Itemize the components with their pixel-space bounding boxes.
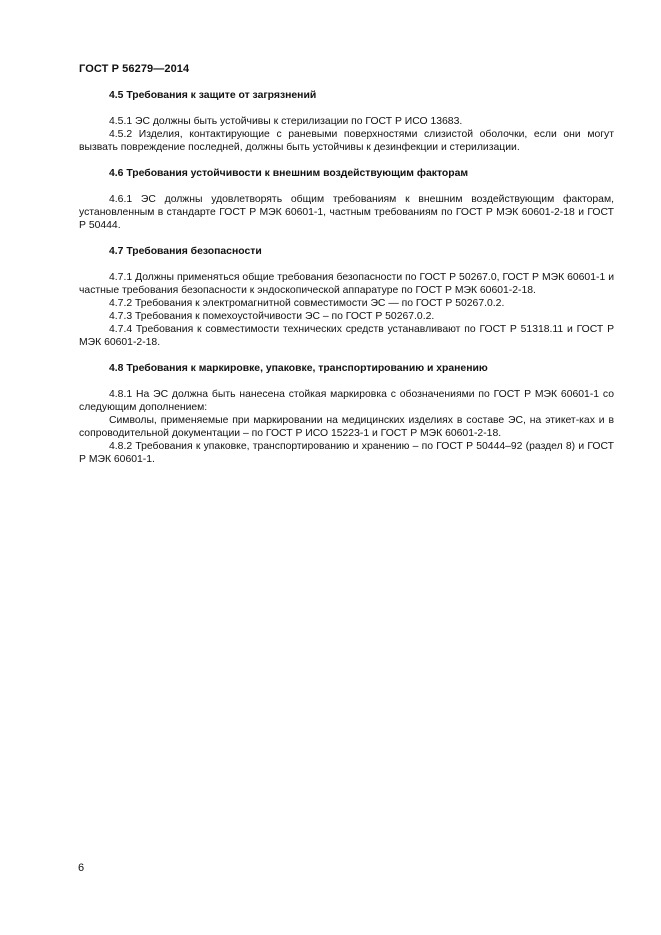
section-4-8 <box>79 362 614 466</box>
paragraph: 4.6.1 ЭС должны удовлетворять общим требованиям к внешним воздействующим факторам, установленным в стандарте ГОСТ Р МЭК 60601-1, частным требованиям по ГОСТ Р МЭК 60601-2-18 и ГОСТ Р 50444. <box>79 194 614 231</box>
section-4-6 <box>79 167 614 232</box>
paragraph: 4.8.2 Требования к упаковке, транспортированию и хранению – по ГОСТ Р 50444–92 (раздел 8) и ГОСТ Р МЭК 60601-1. <box>79 441 614 465</box>
page-number: 6 <box>78 862 85 874</box>
section-title: 4.7 Требования безопасности <box>109 246 262 257</box>
paragraph: 4.7.1 Должны применяться общие требования безопасности по ГОСТ Р 50267.0, ГОСТ Р МЭК 60601-1 и частные требования безопасности к эндоскопической аппаратуре по ГОСТ Р МЭК 60601-2-18. <box>79 272 614 296</box>
section-title: 4.5 Требования к защите от загрязнений <box>109 90 317 101</box>
document-body <box>79 89 614 466</box>
paragraph: 4.8.1 На ЭС должна быть нанесена стойкая маркировка с обозначениями по ГОСТ Р МЭК 60601-1 со следующим дополнением: <box>79 389 614 413</box>
section-4-7 <box>79 245 614 349</box>
section-title: 4.8 Требования к маркировке, упаковке, транспортированию и хранению <box>109 363 488 374</box>
section-4-5 <box>79 89 614 154</box>
paragraph: 4.7.2 Требования к электромагнитной совместимости ЭС — по ГОСТ Р 50267.0.2. <box>109 298 505 309</box>
paragraph: 4.7.4 Требования к совместимости технических средств устанавливают по ГОСТ Р 51318.11 и ГОСТ Р МЭК 60601-2-18. <box>79 324 614 348</box>
paragraph: 4.7.3 Требования к помехоустойчивости ЭС – по ГОСТ Р 50267.0.2. <box>109 311 435 322</box>
document-code-header: ГОСТ Р 56279—2014 <box>79 63 190 75</box>
section-title: 4.6 Требования устойчивости к внешним воздействующим факторам <box>109 168 469 179</box>
paragraph: Символы, применяемые при маркировании на медицинских изделиях в составе ЭС, на этикет-ках и в сопроводительной документации – по ГОСТ Р ИСО 15223-1 и ГОСТ Р МЭК 60601-2-18. <box>79 415 614 439</box>
paragraph: 4.5.2 Изделия, контактирующие с раневыми поверхностями слизистой оболочки, если они могут вызвать повреждение последней, должны быть устойчивы к дезинфекции и стерилизации. <box>79 129 614 153</box>
paragraph: 4.5.1 ЭС должны быть устойчивы к стерилизации по ГОСТ Р ИСО 13683. <box>109 116 463 127</box>
